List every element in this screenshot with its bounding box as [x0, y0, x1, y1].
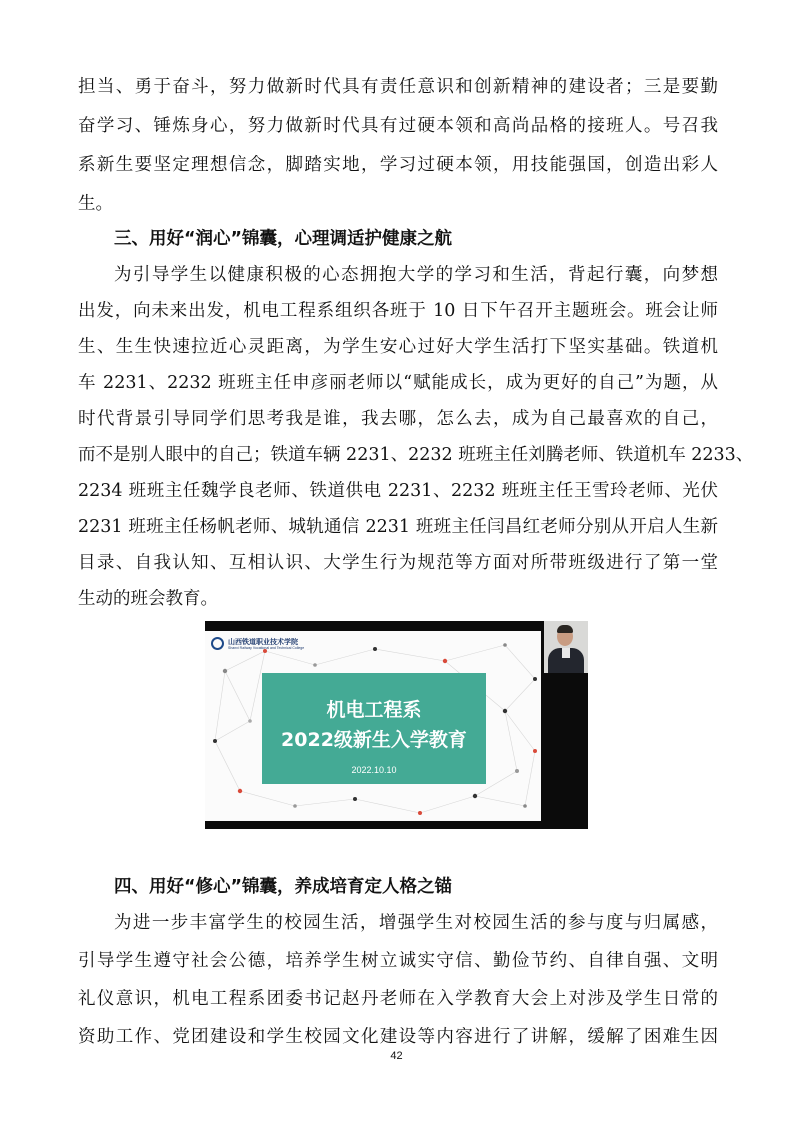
paragraph1-line-4: 生。: [78, 194, 113, 214]
page-number: 42: [390, 1050, 403, 1062]
paragraph1-line-2: 奋学习、锤炼身心，努力做新时代具有过硬本领和高尚品格的接班人。号召我: [78, 116, 718, 136]
presenter-hair: [557, 625, 573, 633]
college-emblem-icon: [211, 637, 224, 650]
paragraph1-line-1: 担当、勇于奋斗，努力做新时代具有责任意识和创新精神的建设者；三是要勤: [78, 77, 718, 97]
paragraph2-line-6: 而不是别人眼中的自己；铁道车辆 2231、2232 班班主任刘腾老师、铁道机车 2233、: [78, 445, 754, 465]
paragraph2-line-10: 生动的班会教育。: [78, 589, 218, 609]
lecture-screenshot-figure: [205, 621, 588, 829]
logo-chinese-text: 山西铁道职业技术学院: [228, 636, 298, 646]
paragraph2-line-9: 目录、自我认知、互相认识、大学生行为规范等方面对所带班级进行了第一堂: [78, 553, 718, 573]
paragraph3-line-2: 引导学生遵守社会公德，培养学生树立诚实守信、勤俭节约、自律自强、文明: [78, 951, 718, 971]
paragraph2-line-2: 出发，向未来出发，机电工程系组织各班于 10 日下午召开主题班会。班会让师: [78, 301, 718, 321]
banner-title-line-2: 2022级新生入学教育: [281, 729, 467, 751]
college-logo: [211, 637, 304, 650]
paragraph3-line-3: 礼仪意识，机电工程系团委书记赵丹老师在入学教育大会上对涉及学生日常的: [78, 989, 718, 1009]
paragraph2-line-4: 车 2231、2232 班班主任申彦丽老师以“赋能成长，成为更好的自己”为题，从: [78, 373, 718, 393]
presenter-collar: [562, 648, 570, 658]
logo-english-text: Shanxi Railway Vocational and Technical College: [228, 645, 305, 650]
paragraph3-line-4: 资助工作、党团建设和学生校园文化建设等内容进行了讲解，缓解了困难生因: [78, 1027, 718, 1047]
banner-title-line-1: 机电工程系: [326, 699, 422, 721]
presenter-video-thumbnail: [544, 621, 588, 673]
slide-title-banner: [262, 673, 486, 784]
paragraph2-line-5: 时代背景引导同学们思考我是谁，我去哪，怎么去，成为自己最喜欢的自己，: [78, 409, 718, 429]
paragraph3-line-1: 为进一步丰富学生的校园生活，增强学生对校园生活的参与度与归属感，: [114, 913, 718, 933]
paragraph2-line-7: 2234 班班主任魏学良老师、铁道供电 2231、2232 班班主任王雪玲老师、光伏: [78, 481, 718, 501]
banner-date: 2022.10.10: [351, 765, 397, 775]
slide-area: [205, 631, 541, 821]
section-heading-4: 四、用好“修心”锦囊，养成培育定人格之锚: [114, 877, 453, 897]
paragraph2-line-1: 为引导学生以健康积极的心态拥抱大学的学习和生活，背起行囊，向梦想: [114, 265, 718, 285]
paragraph1-line-3: 系新生要坚定理想信念，脚踏实地，学习过硬本领，用技能强国，创造出彩人: [78, 155, 718, 175]
section-heading-3: 三、用好“润心”锦囊，心理调适护健康之航: [114, 229, 453, 249]
paragraph2-line-3: 生、生生快速拉近心灵距离，为学生安心过好大学生活打下坚实基础。铁道机: [78, 337, 718, 357]
paragraph2-line-8: 2231 班班主任杨帆老师、城轨通信 2231 班班主任闫昌红老师分别从开启人生新: [78, 517, 718, 537]
